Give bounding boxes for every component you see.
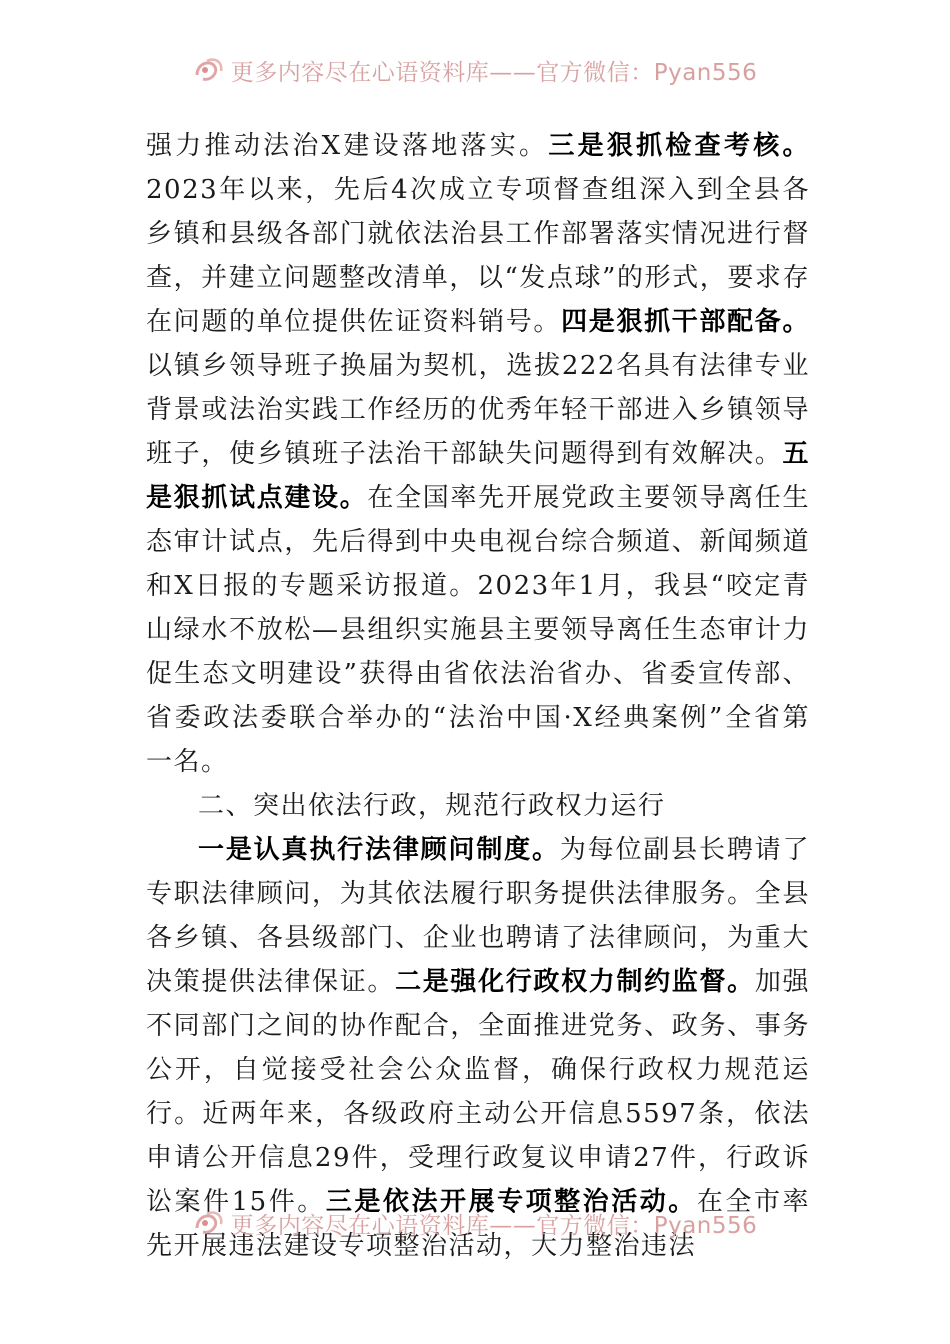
watermark-footer [0,1203,950,1243]
paragraph-2-segment: 加强不同部门之间的协作配合，全面推进党务、政务、事务公开，自觉接受社会公众监督，确保行政权力规范运行。近两年来，各级政府主动公开信息5597条，依法申请公开信息29件，受理行政复议申请27件，行政诉讼案件15件。 [146,967,810,1217]
watermark-header [0,50,950,90]
paragraph-2-segment: 为每位副县长聘请了专职法律顾问，为其依法履行职务提供法律服务。全县各乡镇、各县级部门、企业也聘请了法律顾问，为重大决策提供法律保证。 [146,835,810,997]
paragraph-1-heading-4: 四是狠抓干部配备。 [561,307,810,337]
paragraph-2-heading-1: 一是认真执行法律顾问制度。 [198,835,560,865]
document-body [146,124,810,1268]
paragraph-1-segment: 在全国率先开展党政主要领导离任生态审计试点，先后得到中央电视台综合频道、新闻频道和X日报的专题采访报道。2023年1月，我县“咬定青山绿水不放松—县组织实施县主要领导离任生态审计力促生态文明建设”获得由省依法治省办、省委宣传部、省委政法委联合举办的“法治中国·X经典案例”全省第一名。 [146,483,810,777]
watermark-text: 更多内容尽在心语资料库——官方微信：Pyan556 [230,59,758,86]
paragraph-1-segment: 以镇乡领导班子换届为契机，选拔222名具有法律专业背景或法治实践工作经历的优秀年轻干部进入乡镇领导班子，使乡镇班子法治干部缺失问题得到有效解决。 [146,351,810,469]
watermark-text: 更多内容尽在心语资料库——官方微信：Pyan556 [230,1212,758,1239]
section-heading [146,784,810,828]
paragraph-2-segment: 在全市率先开展违法建设专项整治活动，大力整治违法 [146,1187,810,1261]
section-heading-text: 二、突出依法行政，规范行政权力运行 [198,791,666,821]
paragraph-1-segment: 2023年以来，先后4次成立专项督查组深入到全县各乡镇和县级各部门就依法治县工作部署落实情况进行督查，并建立问题整改清单，以“发点球”的形式，要求存在问题的单位提供佐证资料销号。 [146,175,810,337]
paragraph-2 [146,828,810,1268]
paragraph-2-heading-3: 三是依法开展专项整治活动。 [325,1187,697,1217]
paragraph-1-segment: 强力推动法治X建设落地落实。 [146,131,549,161]
brand-logo-icon [193,55,225,85]
paragraph-1-heading-3: 三是狠抓检查考核。 [548,131,810,161]
paragraph-1 [146,124,810,784]
paragraph-1-heading-5: 五是狠抓试点建设。 [146,439,810,513]
paragraph-2-heading-2: 二是强化行政权力制约监督。 [395,967,755,997]
brand-logo-icon [193,1208,225,1238]
